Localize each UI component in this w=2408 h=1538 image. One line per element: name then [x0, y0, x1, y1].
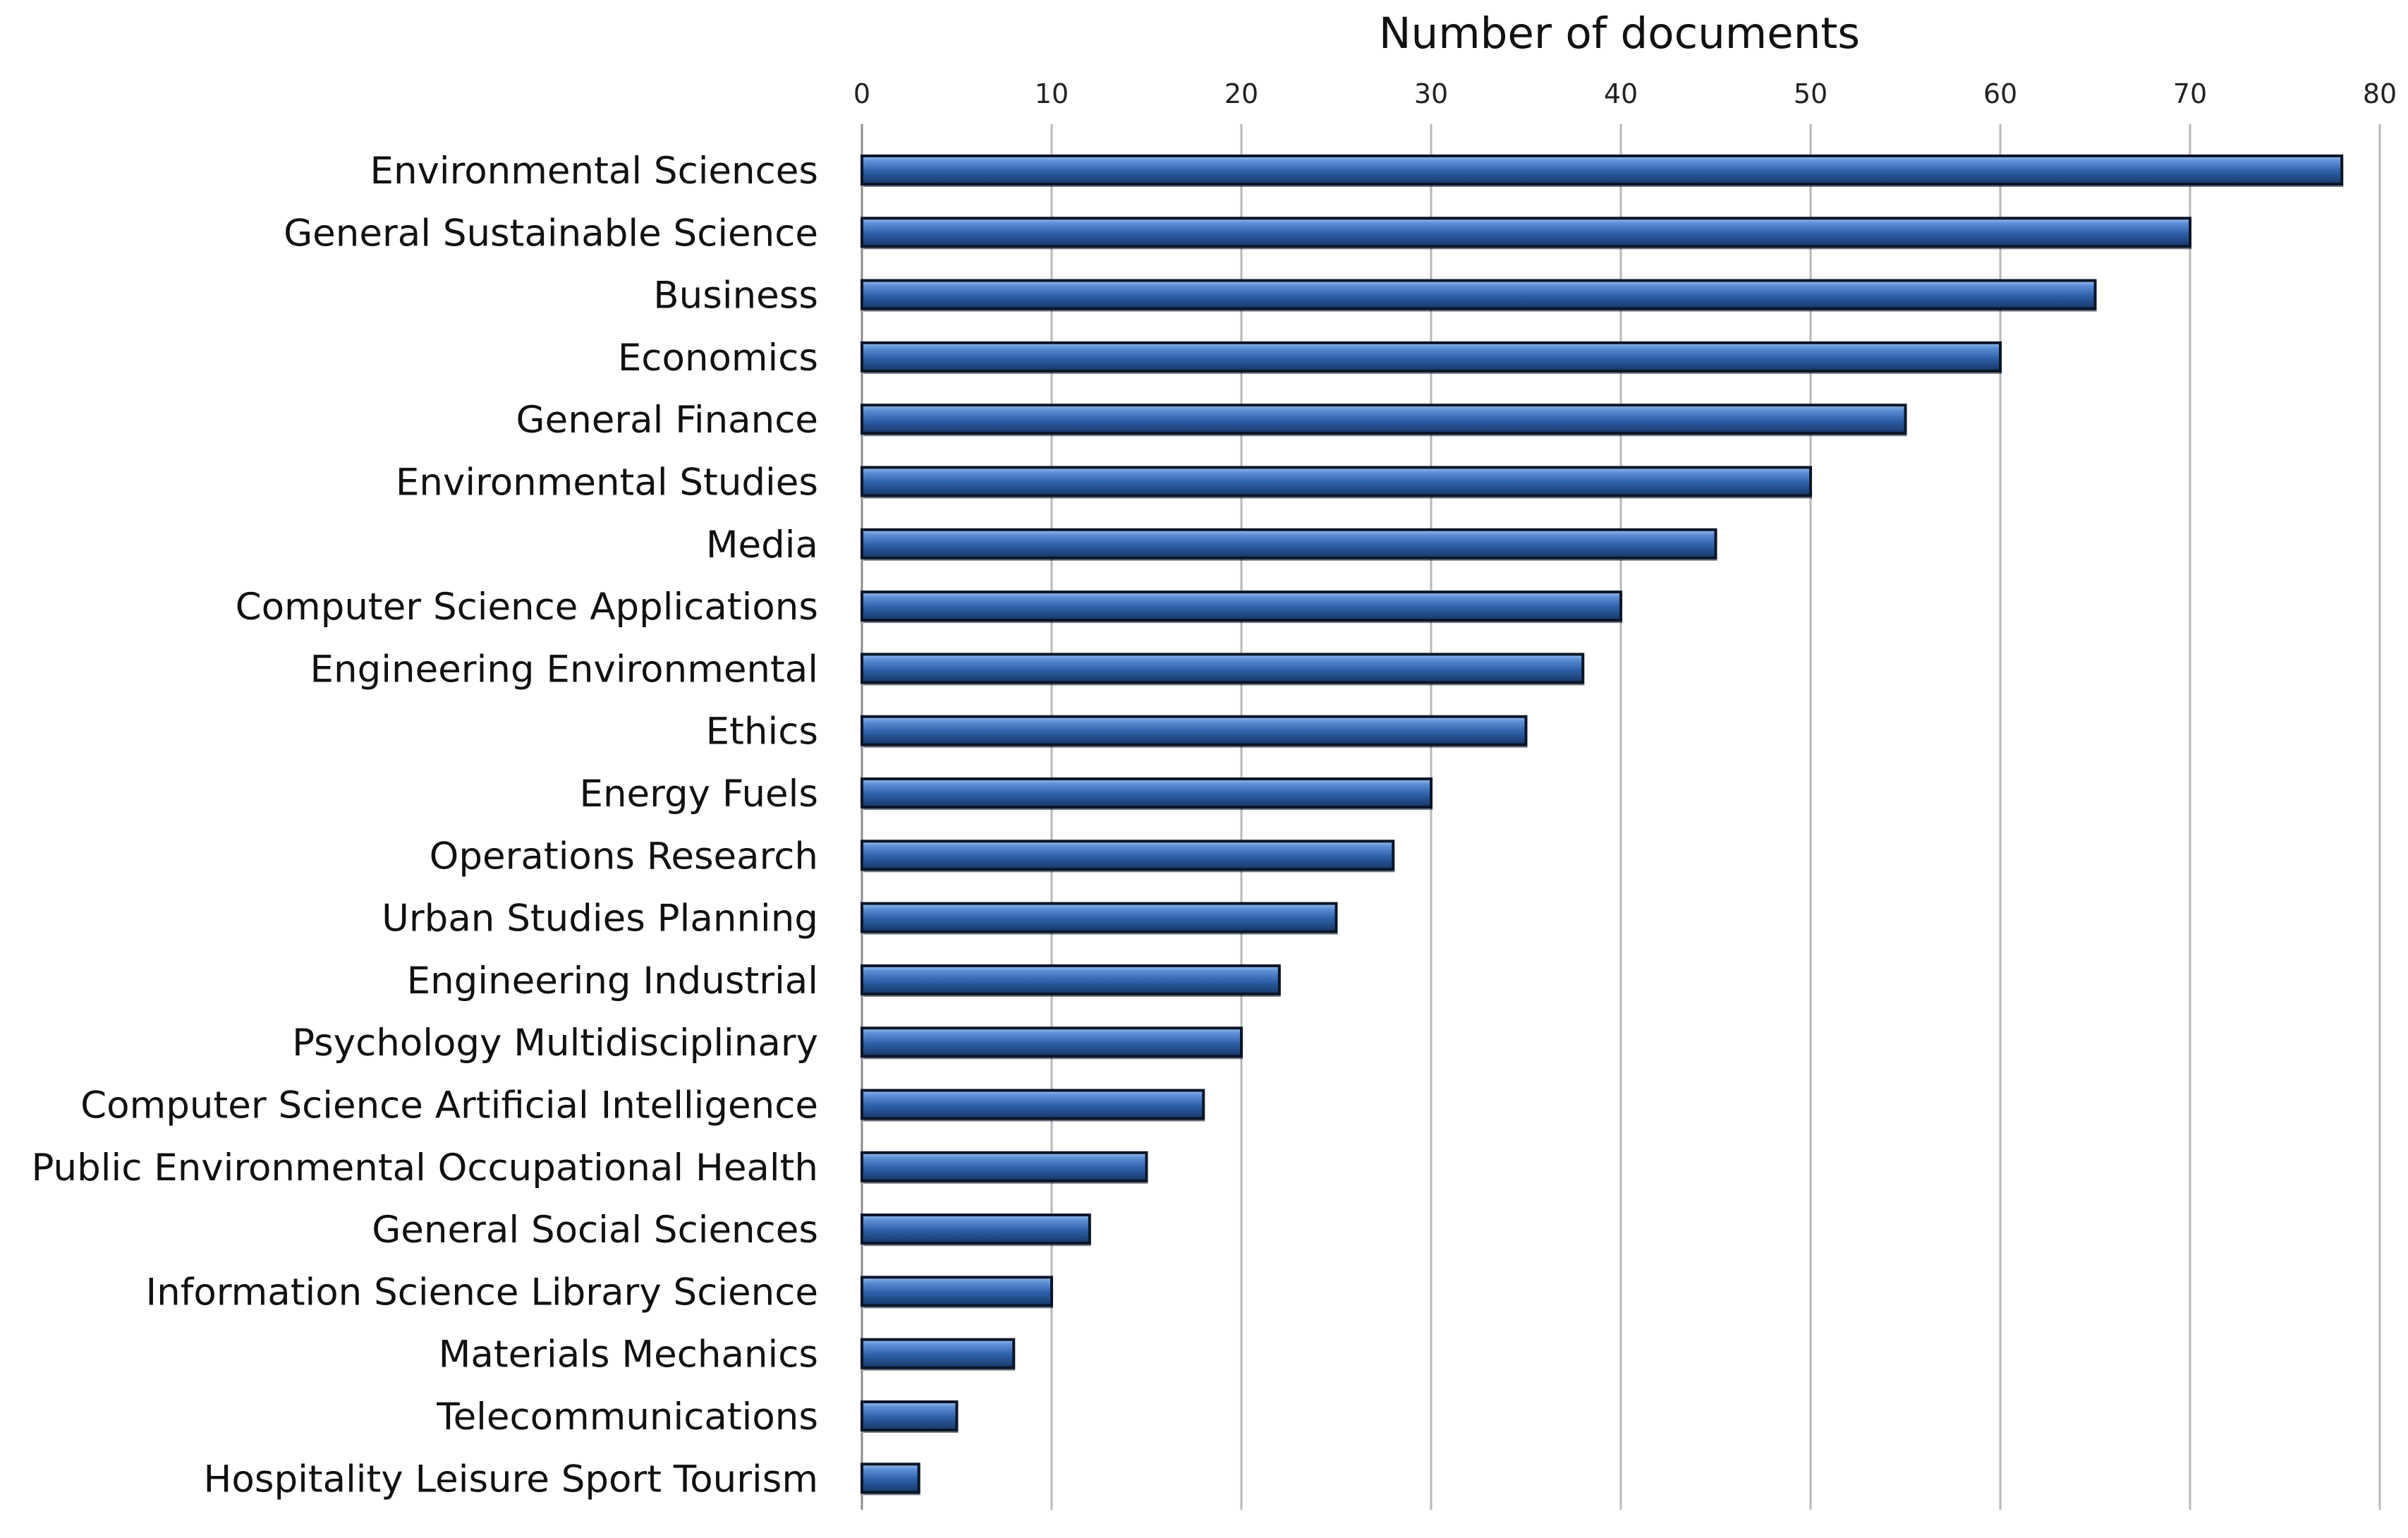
category-label: Environmental Sciences	[370, 150, 818, 193]
category-labels	[32, 150, 818, 1501]
category-label: Computer Science Applications	[235, 586, 818, 629]
bar	[862, 717, 1526, 745]
category-label: Ethics	[705, 710, 818, 753]
bar	[862, 592, 1621, 620]
category-label: Materials Mechanics	[438, 1333, 818, 1376]
x-tick-label: 60	[1983, 78, 2018, 109]
bar	[862, 1464, 919, 1492]
bar	[862, 1402, 957, 1430]
bar	[862, 156, 2342, 184]
category-label: Business	[653, 274, 818, 317]
bar	[862, 530, 1716, 558]
category-label: General Social Sciences	[372, 1209, 818, 1252]
category-label: Telecommunications	[437, 1395, 818, 1439]
category-label: Hospitality Leisure Sport Tourism	[203, 1458, 818, 1501]
x-tick-label: 10	[1034, 78, 1069, 109]
category-label: Public Environmental Occupational Health	[31, 1146, 818, 1189]
category-label: Economics	[617, 336, 818, 380]
bar	[862, 1153, 1147, 1181]
bar	[862, 405, 1906, 433]
bar	[862, 841, 1393, 869]
category-label: Operations Research	[429, 835, 818, 878]
x-tick-label: 70	[2172, 78, 2208, 109]
category-label: Engineering Environmental	[310, 648, 818, 691]
bar	[862, 654, 1583, 682]
x-tick-labels	[853, 78, 2397, 109]
grid-layer	[862, 124, 2380, 1510]
category-label: Psychology Multidisciplinary	[292, 1022, 818, 1065]
category-label: Engineering Industrial	[406, 959, 818, 1003]
bar	[862, 343, 2000, 371]
bar	[862, 281, 2096, 309]
bar	[862, 218, 2190, 246]
x-tick-label: 50	[1793, 78, 1828, 109]
category-label: General Sustainable Science	[284, 212, 818, 255]
x-tick-label: 80	[2362, 78, 2397, 109]
bar	[862, 1277, 1052, 1305]
x-tick-label: 0	[853, 78, 871, 109]
category-label: Computer Science Artificial Intelligence	[80, 1084, 818, 1127]
category-label: Information Science Library Science	[145, 1271, 818, 1314]
bar-layer	[862, 156, 2343, 1495]
category-label: General Finance	[516, 399, 818, 442]
bar	[862, 1028, 1241, 1056]
x-tick-label: 40	[1603, 78, 1638, 109]
x-axis-title: Number of documents	[1378, 8, 1861, 59]
category-label: Environmental Studies	[395, 461, 818, 504]
x-tick-label: 20	[1224, 78, 1259, 109]
bar	[862, 468, 1811, 496]
bar	[862, 1340, 1014, 1368]
bar	[862, 779, 1431, 807]
x-tick-label: 30	[1413, 78, 1449, 109]
bar	[862, 904, 1337, 932]
category-label: Media	[705, 523, 818, 567]
category-label: Energy Fuels	[579, 773, 818, 816]
bar	[862, 1091, 1203, 1119]
category-label: Urban Studies Planning	[382, 897, 818, 940]
bar	[862, 966, 1279, 994]
bar	[862, 1215, 1090, 1243]
